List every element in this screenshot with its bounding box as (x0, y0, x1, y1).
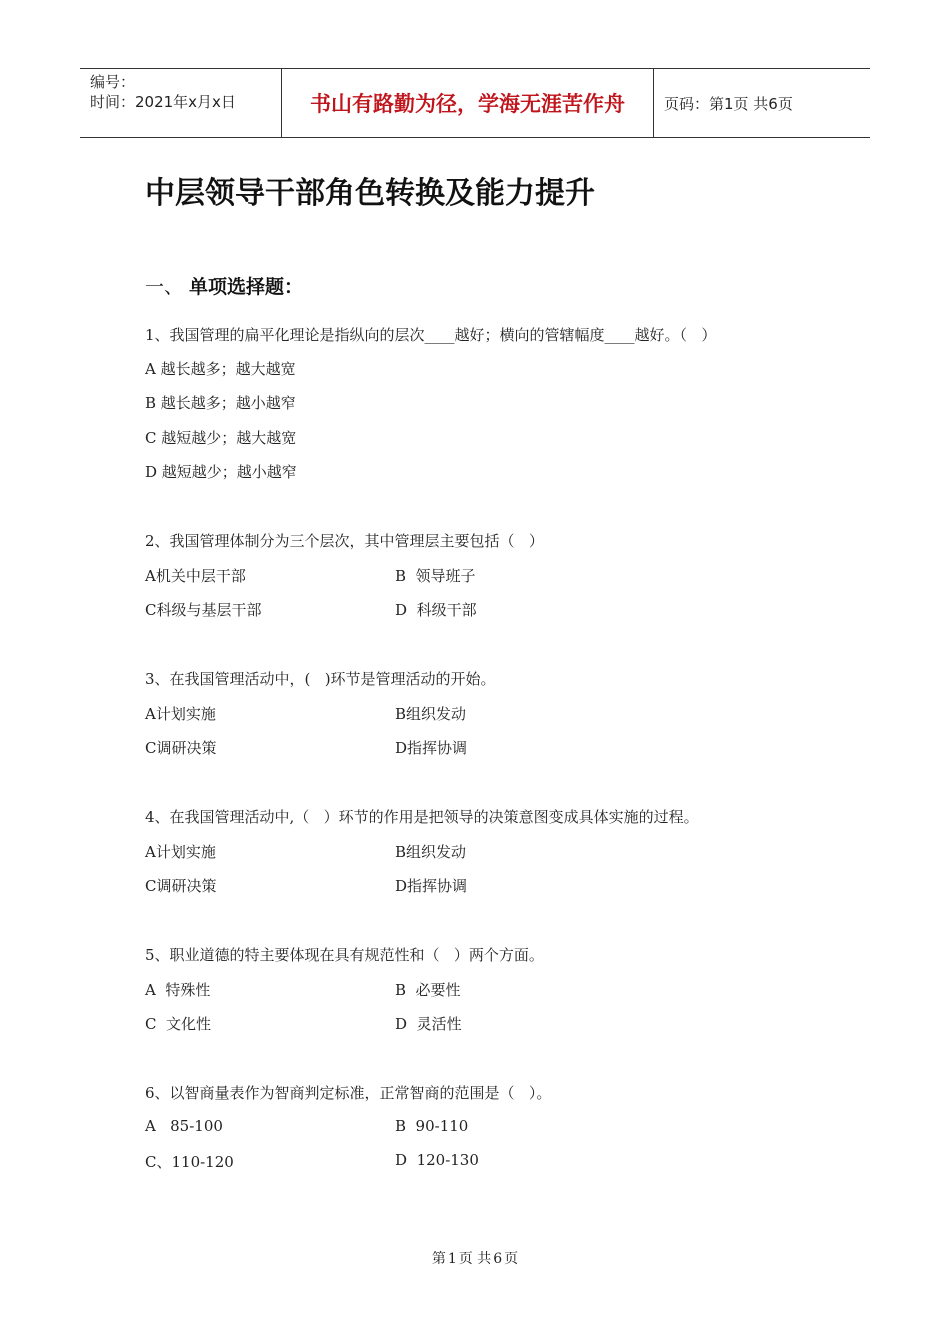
header-meta (80, 69, 281, 137)
question-5-option-a: A 特殊性 (145, 981, 211, 999)
question-2-option-c: C科级与基层干部 (145, 601, 262, 619)
page-footer (0, 1248, 950, 1268)
question-3: 3、在我国管理活动中，( )环节是管理活动的开始。 (145, 670, 496, 688)
question-1-option-b: B 越长越多；越小越窄 (145, 394, 296, 412)
question-2-option-d: D 科级干部 (395, 601, 477, 619)
question-1-option-a: A 越长越多；越大越宽 (145, 360, 296, 378)
question-3-option-a: A计划实施 (145, 705, 216, 723)
question-4-option-a: A计划实施 (145, 843, 216, 861)
question-5: 5、职业道德的特主要体现在具有规范性和（ ）两个方面。 (145, 946, 544, 964)
time-label: 时间：2021年x月x日 (90, 93, 236, 111)
document-title: 中层领导干部角色转换及能力提升 (145, 176, 595, 211)
question-2: 2、我国管理体制分为三个层次，其中管理层主要包括（ ） (145, 532, 544, 550)
question-3-option-b: B组织发动 (395, 705, 467, 723)
header-page-info: 页码：第1页 共6页 (664, 94, 793, 113)
question-5-option-d: D 灵活性 (395, 1015, 462, 1033)
question-3-option-c: C调研决策 (145, 739, 217, 757)
question-6-option-c: C、110-120 (145, 1153, 234, 1171)
footer-suffix: 页 (504, 1251, 519, 1267)
question-5-option-b: B 必要性 (395, 981, 461, 999)
question-1-option-c: C 越短越少；越大越宽 (145, 429, 297, 447)
question-6-option-b: B 90-110 (395, 1117, 469, 1135)
question-3-option-d: D指挥协调 (395, 739, 468, 757)
document-header (80, 68, 870, 138)
section-number: 一、 (145, 276, 184, 298)
question-1-option-d: D 越短越少；越小越窄 (145, 463, 297, 481)
section-heading (145, 272, 303, 299)
question-4-option-b: B组织发动 (395, 843, 467, 861)
question-6-option-a: A 85-100 (145, 1117, 223, 1135)
question-1: 1、我国管理的扁平化理论是指纵向的层次____越好；横向的管辖幅度____越好。（ ） (145, 326, 717, 344)
header-motto: 书山有路勤为径，学海无涯苦作舟 (281, 69, 654, 137)
question-2-option-b: B 领导班子 (395, 567, 476, 585)
question-2-option-a: A机关中层干部 (145, 567, 246, 585)
code-label: 编号： (90, 73, 136, 91)
question-4-option-d: D指挥协调 (395, 877, 468, 895)
footer-prefix: 第 (431, 1251, 446, 1267)
section-title: 单项选择题： (189, 276, 304, 298)
question-6: 6、以智商量表作为智商判定标准，正常智商的范围是（ ）。 (145, 1084, 552, 1102)
footer-mid: 页 共 (458, 1251, 492, 1267)
footer-total-pages: 6 (493, 1251, 503, 1267)
question-5-option-c: C 文化性 (145, 1015, 212, 1033)
question-6-option-d: D 120-130 (395, 1151, 479, 1169)
question-4-option-c: C调研决策 (145, 877, 217, 895)
question-4: 4、在我国管理活动中,（ ）环节的作用是把领导的决策意图变成具体实施的过程。 (145, 808, 699, 826)
footer-page-number: 1 (447, 1251, 457, 1267)
